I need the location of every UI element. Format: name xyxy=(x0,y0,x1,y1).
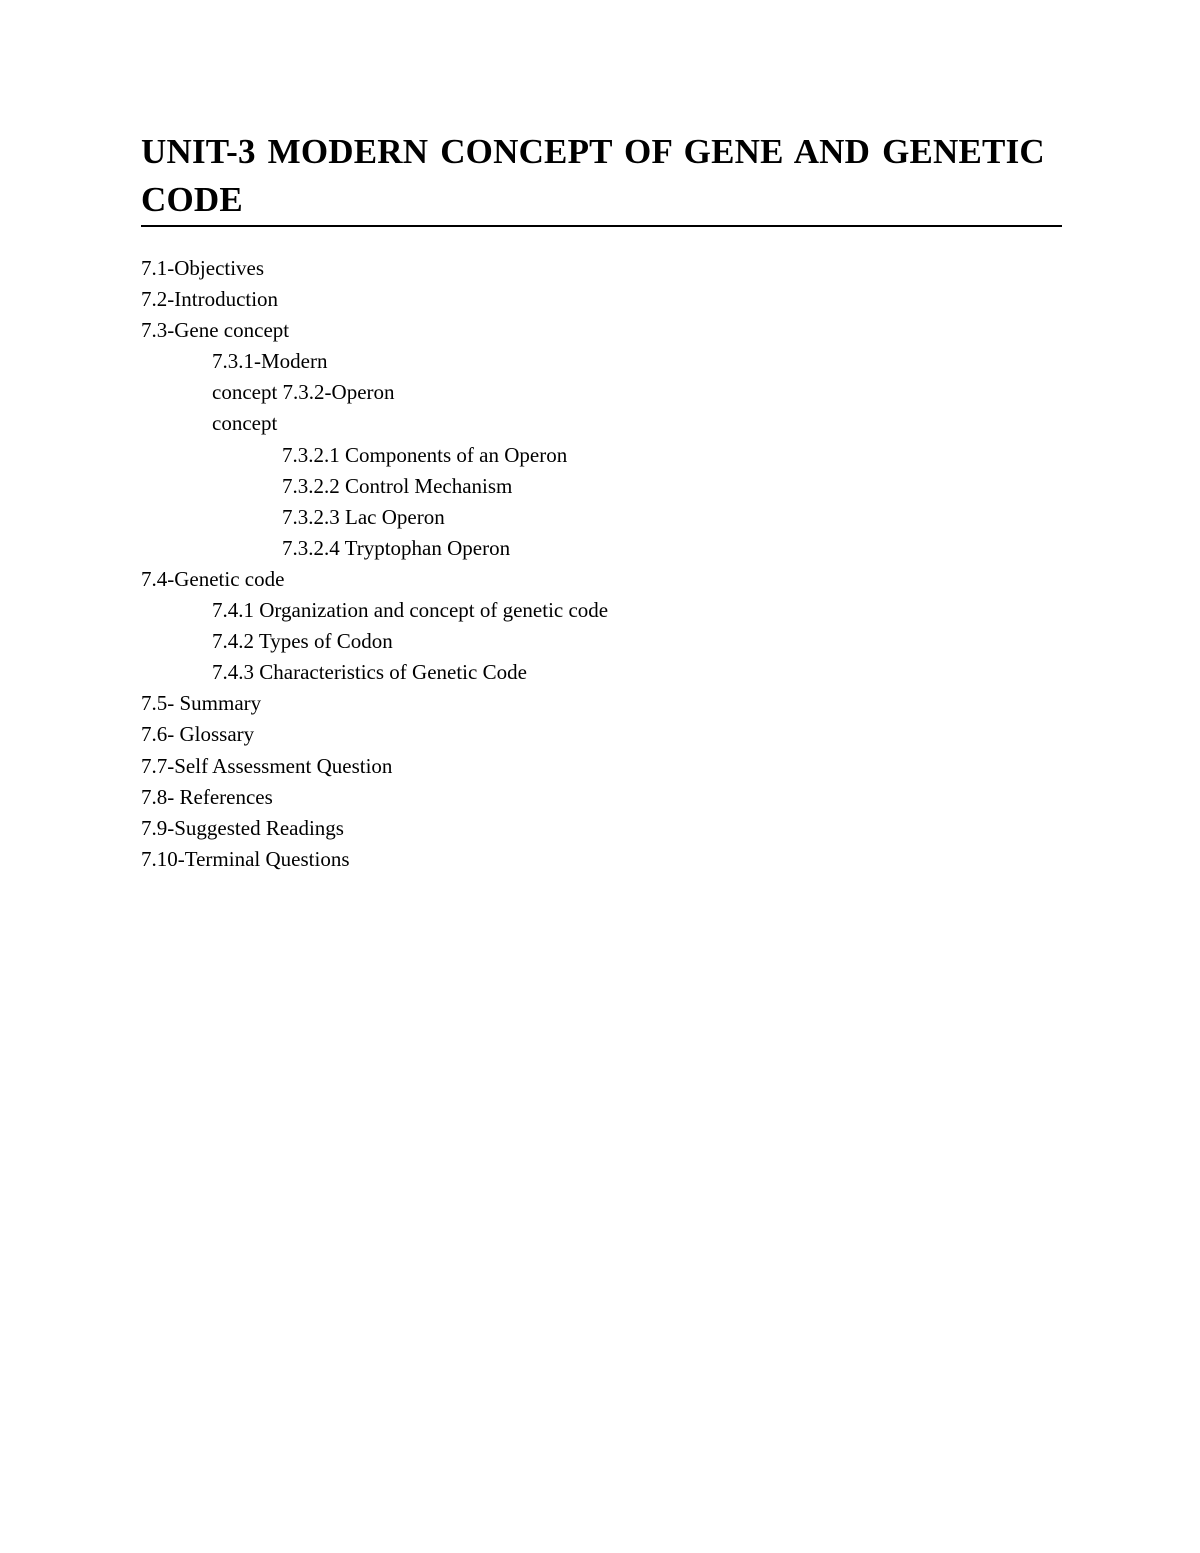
toc-entry: 7.8- References xyxy=(141,784,273,809)
toc-entry: 7.10-Terminal Questions xyxy=(141,846,350,871)
toc-entry: 7.3-Gene concept xyxy=(141,318,290,343)
unit-title: UNIT-3 MODERN CONCEPT OF GENE AND GENETIC CODE xyxy=(141,132,1045,219)
toc-entry: 7.2-Introduction xyxy=(141,287,279,312)
table-of-contents xyxy=(141,253,1062,875)
toc-entry: 7.1-Objectives xyxy=(141,256,265,280)
toc-entry: 7.6- Glossary xyxy=(141,722,255,747)
toc-entry: concept 7.3.2-Operon xyxy=(212,380,395,405)
toc-entry: 7.4.1 Organization and concept of genetic code xyxy=(212,598,609,623)
toc-entry: 7.3.1-Modern xyxy=(212,349,328,374)
toc-entry: 7.3.2.4 Tryptophan Operon xyxy=(282,535,511,560)
toc-entry: 7.3.2.1 Components of an Operon xyxy=(282,442,568,467)
toc-entry: 7.3.2.3 Lac Operon xyxy=(282,504,445,529)
toc-entry: 7.5- Summary xyxy=(141,691,262,716)
toc-entry: 7.9-Suggested Readings xyxy=(141,815,344,840)
title-divider xyxy=(141,225,1062,227)
toc-entry: 7.4.2 Types of Codon xyxy=(212,629,393,654)
toc-entry: 7.4.3 Characteristics of Genetic Code xyxy=(212,660,527,685)
toc-entry: concept xyxy=(212,411,278,436)
toc-entry: 7.7-Self Assessment Question xyxy=(141,753,393,778)
toc-entry: 7.3.2.2 Control Mechanism xyxy=(282,473,513,498)
toc-entry: 7.4-Genetic code xyxy=(141,566,285,591)
